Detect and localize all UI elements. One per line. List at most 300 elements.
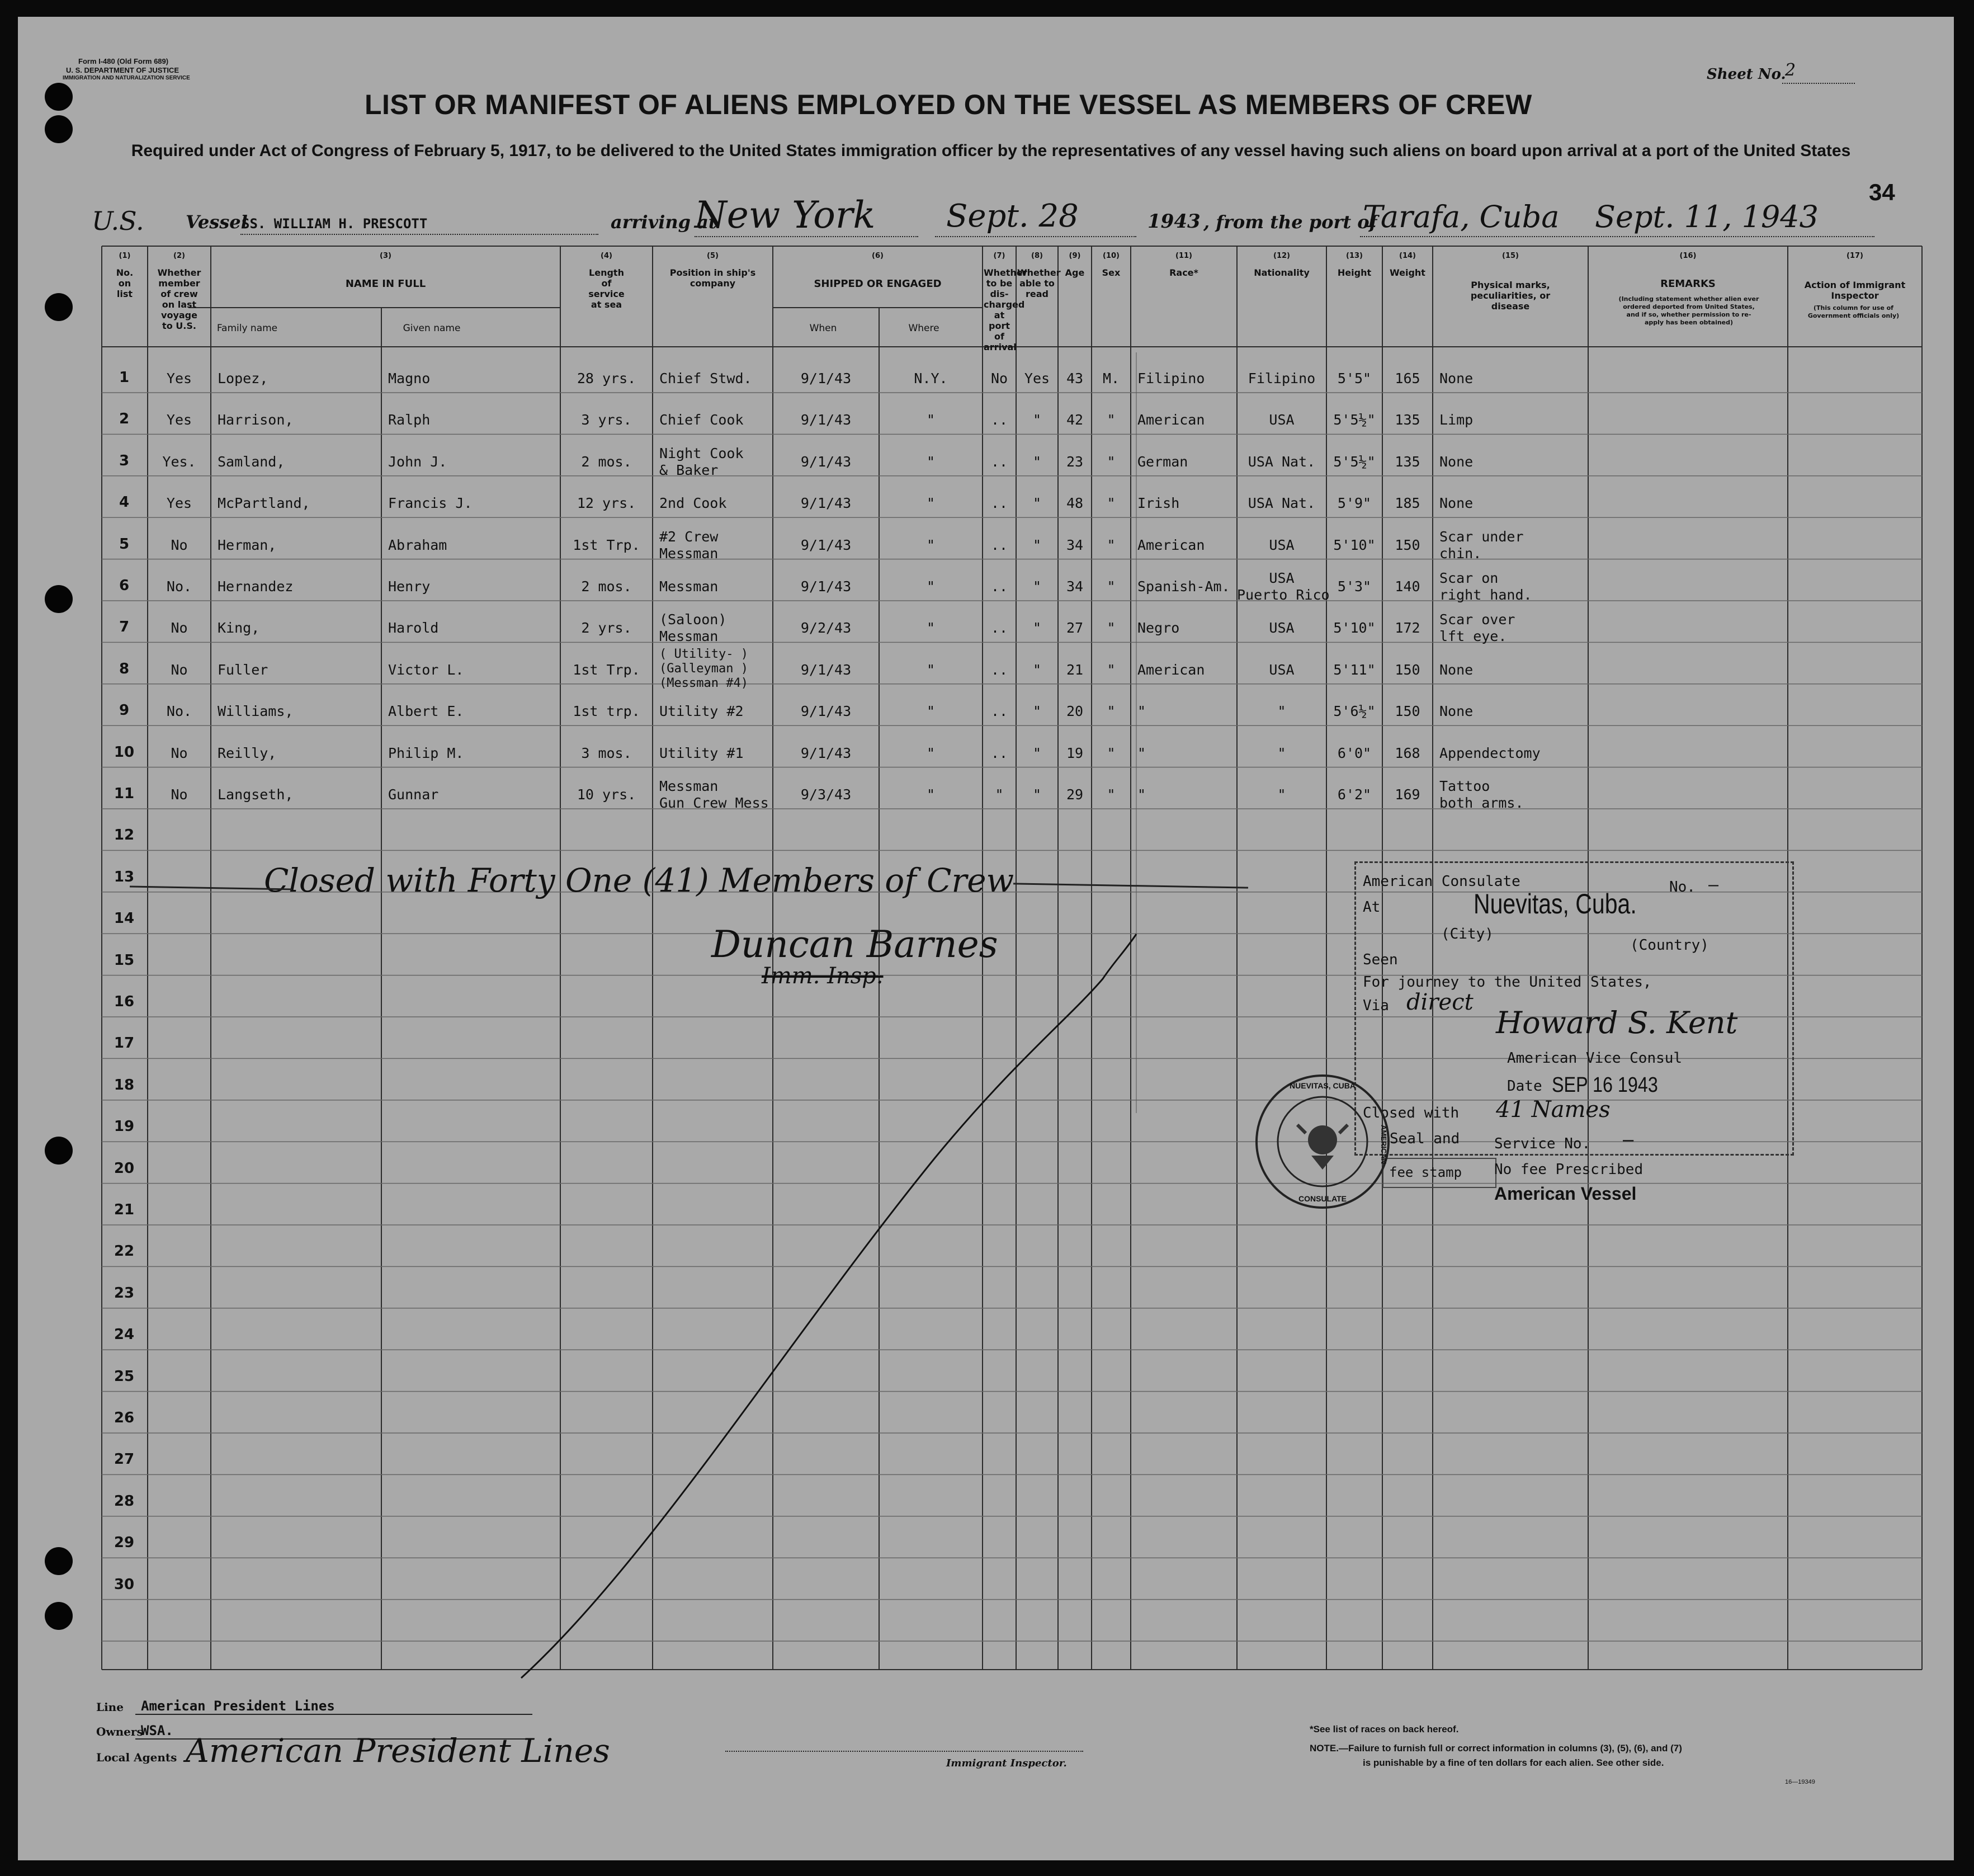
arrival-year: 1943 bbox=[1147, 210, 1201, 233]
cell-when: 9/1/43 bbox=[800, 412, 852, 428]
inspector-title: Imm. Insp. bbox=[762, 963, 884, 989]
cell-read: " bbox=[1032, 786, 1042, 803]
inspector-signature-line bbox=[725, 1751, 1083, 1752]
cell-given: Gunnar bbox=[388, 786, 439, 803]
cell-family: Harrison, bbox=[218, 412, 294, 428]
row-number: 25 bbox=[114, 1368, 135, 1385]
cell-sex: " bbox=[1107, 786, 1116, 803]
row-number: 7 bbox=[119, 619, 130, 636]
column-header: Weight bbox=[1390, 267, 1425, 278]
cell-service: 2 mos. bbox=[581, 578, 632, 595]
cell-when: 9/1/43 bbox=[800, 370, 852, 386]
sheet-number-line bbox=[1782, 83, 1855, 84]
column-number: (10) bbox=[1103, 252, 1120, 260]
document-subtitle: Required under Act of Congress of February 5, 1917, to be delivered to the United States immigration officer by the representatives of any vessel having such aliens on board upon arrival at a port of the United States bbox=[131, 142, 1851, 160]
cell-weight: 135 bbox=[1395, 412, 1420, 428]
cell-prev: No bbox=[171, 744, 188, 761]
cell-weight: 185 bbox=[1395, 495, 1420, 512]
column-number: (6) bbox=[872, 252, 884, 260]
cell-service: 1st Trp. bbox=[573, 536, 640, 553]
row-number: 22 bbox=[114, 1243, 135, 1260]
cell-weight: 150 bbox=[1395, 661, 1420, 678]
consular-seal bbox=[1253, 1072, 1392, 1212]
cell-read: Yes bbox=[1024, 370, 1050, 386]
stamp-via-value: direct bbox=[1406, 989, 1474, 1015]
footer-agents-value: American President Lines bbox=[186, 1732, 610, 1770]
department: U. S. DEPARTMENT OF JUSTICE bbox=[66, 66, 179, 74]
footer-note-3: is punishable by a fine of ten dollars for each alien. See other side. bbox=[1363, 1757, 1664, 1768]
cell-where: N.Y. bbox=[914, 370, 948, 386]
column-number: (8) bbox=[1031, 252, 1043, 260]
cell-sex: " bbox=[1107, 453, 1116, 470]
stamp-consulate-label: American Consulate bbox=[1363, 873, 1520, 890]
stamp-no-label: No. bbox=[1669, 879, 1696, 895]
cell-height: 5'6½" bbox=[1333, 703, 1376, 720]
from-label: , from the port of bbox=[1203, 211, 1377, 233]
closing-note: Closed with Forty One (41) Members of Crew bbox=[264, 861, 1014, 899]
vessel-name-line bbox=[240, 234, 598, 235]
cell-age: 42 bbox=[1066, 412, 1084, 428]
cell-service: 3 mos. bbox=[581, 744, 632, 761]
cell-discharged: .. bbox=[990, 620, 1008, 637]
row-number: 8 bbox=[119, 660, 130, 677]
cell-service: 3 yrs. bbox=[581, 412, 632, 428]
stamp-fee-label: fee stamp bbox=[1389, 1165, 1462, 1180]
cell-read: " bbox=[1032, 495, 1042, 512]
cell-prev: Yes. bbox=[162, 453, 196, 470]
cell-sex: " bbox=[1107, 744, 1116, 761]
cell-race: American bbox=[1137, 536, 1205, 553]
cell-weight: 135 bbox=[1395, 453, 1420, 470]
stamp-location: Nuevitas, Cuba. bbox=[1474, 888, 1637, 920]
column-header: Whether able to read bbox=[1017, 267, 1061, 299]
column-number: (4) bbox=[601, 252, 612, 260]
row-number: 17 bbox=[114, 1035, 135, 1052]
cell-weight: 150 bbox=[1395, 703, 1420, 720]
cell-read: " bbox=[1032, 703, 1042, 720]
arrival-date: Sept. 28 bbox=[946, 198, 1079, 234]
column-header: Physical marks, peculiarities, or disease bbox=[1470, 280, 1551, 312]
cell-family: Herman, bbox=[218, 536, 277, 553]
cell-when: 9/1/43 bbox=[800, 536, 852, 553]
cell-age: 23 bbox=[1066, 453, 1084, 470]
cell-where: " bbox=[926, 703, 936, 720]
column-header: Length of service at sea bbox=[588, 267, 625, 310]
row-number: 5 bbox=[119, 535, 130, 553]
stamp-closed-value: 41 Names bbox=[1496, 1097, 1611, 1123]
column-header: Race* bbox=[1169, 267, 1198, 278]
cell-height: 6'0" bbox=[1337, 744, 1372, 761]
stamp-country-label: (Country) bbox=[1630, 937, 1709, 954]
row-number: 28 bbox=[114, 1492, 135, 1510]
footer-inspector-label: Immigrant Inspector. bbox=[946, 1757, 1067, 1769]
from-port-line bbox=[1360, 236, 1874, 237]
stamp-via-label: Via bbox=[1363, 997, 1389, 1014]
cell-where: " bbox=[926, 620, 936, 637]
departure-date: Sept. 11, 1943 bbox=[1595, 199, 1819, 234]
cell-sex: " bbox=[1107, 620, 1116, 637]
cell-read: " bbox=[1032, 744, 1042, 761]
cell-marks: Scar on right hand. bbox=[1439, 570, 1532, 603]
cell-given: Henry bbox=[388, 578, 431, 595]
cell-position: #2 Crew Messman bbox=[659, 528, 719, 562]
cell-when: 9/1/43 bbox=[800, 744, 852, 761]
column-header: REMARKS bbox=[1660, 278, 1716, 290]
cell-nationality: " bbox=[1277, 786, 1286, 803]
cell-age: 19 bbox=[1066, 744, 1084, 761]
cell-prev: Yes bbox=[166, 370, 192, 386]
cell-marks: None bbox=[1439, 661, 1474, 678]
cell-family: Samland, bbox=[218, 453, 285, 470]
cell-age: 27 bbox=[1066, 620, 1084, 637]
stamp-fee-note: No fee Prescribed bbox=[1494, 1161, 1644, 1178]
cell-discharged: .. bbox=[990, 703, 1008, 720]
cell-service: 28 yrs. bbox=[577, 370, 636, 386]
cell-service: 2 mos. bbox=[581, 453, 632, 470]
cell-discharged: .. bbox=[990, 744, 1008, 761]
action-note: (This column for use of Government officials only) bbox=[1807, 304, 1900, 319]
column-number: (15) bbox=[1502, 252, 1519, 260]
cell-position: Utility #1 bbox=[659, 744, 744, 761]
from-port: Tarafa, Cuba bbox=[1363, 199, 1560, 234]
cell-when: 9/1/43 bbox=[800, 578, 852, 595]
footer-line-label: Line bbox=[96, 1700, 124, 1714]
row-number: 23 bbox=[114, 1284, 135, 1302]
cell-family: Reilly, bbox=[218, 744, 277, 761]
cell-age: 43 bbox=[1066, 370, 1084, 386]
cell-sex: M. bbox=[1102, 370, 1120, 386]
row-number: 4 bbox=[119, 494, 130, 511]
stamp-date-value: SEP 16 1943 bbox=[1552, 1073, 1658, 1097]
cell-marks: Limp bbox=[1439, 412, 1474, 428]
cell-service: 1st Trp. bbox=[573, 661, 640, 678]
cell-race: Spanish-Am. bbox=[1137, 578, 1230, 595]
column-header: Whether member of crew on last voyage to U.S. bbox=[157, 267, 201, 331]
cell-sex: " bbox=[1107, 661, 1116, 678]
cell-position: Chief Cook bbox=[659, 412, 744, 428]
column-number: (13) bbox=[1346, 252, 1363, 260]
cell-prev: Yes bbox=[166, 495, 192, 512]
cell-sex: " bbox=[1107, 495, 1116, 512]
row-number: 9 bbox=[119, 702, 130, 719]
cell-discharged: .. bbox=[990, 495, 1008, 512]
cell-where: " bbox=[926, 661, 936, 678]
row-number: 16 bbox=[114, 993, 135, 1010]
cell-height: 5'9" bbox=[1337, 495, 1372, 512]
cell-prev: No bbox=[171, 661, 188, 678]
cell-height: 5'10" bbox=[1333, 536, 1376, 553]
cell-nationality: USA bbox=[1269, 620, 1295, 637]
vessel-name: SS. WILLIAM H. PRESCOTT bbox=[242, 216, 428, 232]
cell-nationality: USA bbox=[1269, 412, 1295, 428]
column-header: Whether to be dis- charged at port of arrival bbox=[984, 267, 1027, 352]
cell-given: Harold bbox=[388, 620, 439, 637]
arriving-port-line bbox=[695, 236, 918, 237]
document-title: LIST OR MANIFEST OF ALIENS EMPLOYED ON THE VESSEL AS MEMBERS OF CREW bbox=[365, 89, 1532, 120]
row-number: 1 bbox=[119, 369, 130, 386]
cell-height: 6'2" bbox=[1337, 786, 1372, 803]
row-number: 14 bbox=[114, 910, 135, 927]
cell-where: " bbox=[926, 786, 936, 803]
manifest-sheet bbox=[18, 17, 1954, 1860]
cell-race: Filipino bbox=[1137, 370, 1205, 386]
cell-given: Victor L. bbox=[388, 661, 464, 678]
cell-height: 5'5" bbox=[1337, 370, 1372, 386]
vessel-prefix: U.S. bbox=[92, 206, 144, 236]
column-number: (5) bbox=[707, 252, 719, 260]
footer-print-code: 16—19349 bbox=[1785, 1779, 1815, 1785]
cell-family: Lopez, bbox=[218, 370, 268, 386]
cell-given: Magno bbox=[388, 370, 431, 386]
footer-line-underline bbox=[135, 1714, 532, 1715]
cell-nationality: " bbox=[1277, 703, 1286, 720]
cell-prev: No bbox=[171, 786, 188, 803]
cell-age: 21 bbox=[1066, 661, 1084, 678]
cell-when: 9/1/43 bbox=[800, 661, 852, 678]
cell-service: 12 yrs. bbox=[577, 495, 636, 512]
cell-weight: 150 bbox=[1395, 536, 1420, 553]
cell-age: 34 bbox=[1066, 578, 1084, 595]
cell-discharged: .. bbox=[990, 661, 1008, 678]
row-number: 13 bbox=[114, 868, 135, 885]
cell-prev: Yes bbox=[166, 412, 192, 428]
cell-nationality: USA Nat. bbox=[1248, 453, 1316, 470]
cell-read: " bbox=[1032, 453, 1042, 470]
column-header: Age bbox=[1065, 267, 1085, 278]
row-number: 10 bbox=[114, 743, 135, 761]
cell-given: Philip M. bbox=[388, 744, 464, 761]
row-number: 19 bbox=[114, 1118, 135, 1135]
cell-sex: " bbox=[1107, 536, 1116, 553]
row-number: 12 bbox=[114, 827, 135, 844]
cell-given: John J. bbox=[388, 453, 447, 470]
cell-height: 5'3" bbox=[1337, 578, 1372, 595]
cell-marks: None bbox=[1439, 703, 1474, 720]
consul-signature: Howard S. Kent bbox=[1496, 1005, 1738, 1040]
cell-position: Utility #2 bbox=[659, 703, 744, 720]
cell-position: Messman bbox=[659, 578, 719, 595]
stamp-seen-label: Seen bbox=[1363, 951, 1398, 968]
column-header: No. on list bbox=[116, 267, 134, 299]
row-number: 20 bbox=[114, 1159, 135, 1177]
cell-marks: Tattoo both arms. bbox=[1439, 778, 1524, 811]
seal-bottom-text: CONSULATE bbox=[1298, 1194, 1347, 1203]
cell-weight: 168 bbox=[1395, 744, 1420, 761]
cell-marks: None bbox=[1439, 453, 1474, 470]
cell-race: " bbox=[1137, 786, 1146, 803]
cell-weight: 165 bbox=[1395, 370, 1420, 386]
cell-given: Abraham bbox=[388, 536, 447, 553]
cell-where: " bbox=[926, 578, 936, 595]
row-number: 30 bbox=[114, 1576, 135, 1593]
cell-marks: None bbox=[1439, 370, 1474, 386]
cell-discharged: " bbox=[995, 786, 1004, 803]
cell-sex: " bbox=[1107, 578, 1116, 595]
cell-service: 1st trp. bbox=[573, 703, 640, 720]
sheet-label: Sheet No. bbox=[1707, 66, 1786, 83]
cell-given: Francis J. bbox=[388, 495, 473, 512]
subheader-family: Family name bbox=[216, 323, 278, 334]
cell-discharged: .. bbox=[990, 412, 1008, 428]
cell-family: Hernandez bbox=[218, 578, 294, 595]
subheader-where: Where bbox=[908, 323, 939, 334]
cell-nationality: USA bbox=[1269, 536, 1295, 553]
row-number: 27 bbox=[114, 1451, 135, 1468]
cell-race: American bbox=[1137, 661, 1205, 678]
cell-prev: No. bbox=[166, 703, 192, 720]
cell-marks: Scar under chin. bbox=[1439, 528, 1524, 562]
cell-height: 5'5½" bbox=[1333, 412, 1376, 428]
cell-where: " bbox=[926, 412, 936, 428]
cell-when: 9/2/43 bbox=[800, 620, 852, 637]
cell-read: " bbox=[1032, 578, 1042, 595]
cell-age: 48 bbox=[1066, 495, 1084, 512]
service: IMMIGRATION AND NATURALIZATION SERVICE bbox=[63, 75, 190, 81]
cell-race: " bbox=[1137, 744, 1146, 761]
column-number: (12) bbox=[1273, 252, 1290, 260]
cell-read: " bbox=[1032, 412, 1042, 428]
stamp-consul-label: American Vice Consul bbox=[1507, 1050, 1683, 1067]
cell-position: (Saloon) Messman bbox=[659, 611, 727, 645]
cell-position: Chief Stwd. bbox=[659, 370, 752, 386]
column-header: Action of Immigrant Inspector bbox=[1804, 280, 1906, 301]
cell-marks: Scar over lft eye. bbox=[1439, 611, 1515, 645]
cell-nationality: Filipino bbox=[1248, 370, 1316, 386]
column-header: NAME IN FULL bbox=[345, 278, 426, 290]
stamp-city-label: (City) bbox=[1441, 926, 1494, 942]
cell-weight: 169 bbox=[1395, 786, 1420, 803]
cell-given: Ralph bbox=[388, 412, 431, 428]
cell-race: " bbox=[1137, 703, 1146, 720]
column-number: (11) bbox=[1175, 252, 1192, 260]
cell-family: Langseth, bbox=[218, 786, 294, 803]
remarks-note: (Including statement whether alien ever ordered deported from United States, and if so, whether permission to re- apply has been obtained) bbox=[1618, 295, 1759, 326]
cell-race: Irish bbox=[1137, 495, 1180, 512]
cell-nationality: USA Nat. bbox=[1248, 495, 1316, 512]
cell-when: 9/1/43 bbox=[800, 703, 852, 720]
cell-family: King, bbox=[218, 620, 260, 637]
footer-owners-label: Owners bbox=[96, 1725, 143, 1738]
row-number: 3 bbox=[119, 452, 130, 469]
cell-nationality: USA Puerto Rico bbox=[1237, 570, 1330, 603]
row-number: 2 bbox=[119, 411, 130, 428]
cell-weight: 140 bbox=[1395, 578, 1420, 595]
subheader-when: When bbox=[809, 323, 837, 334]
vessel-label: Vessel bbox=[186, 211, 248, 233]
stamp-seal-label: Seal and bbox=[1390, 1130, 1460, 1147]
cell-sex: " bbox=[1107, 703, 1116, 720]
column-number: (16) bbox=[1679, 252, 1697, 260]
cell-weight: 172 bbox=[1395, 620, 1420, 637]
seal-top-text: NUEVITAS, CUBA bbox=[1290, 1081, 1356, 1090]
cell-age: 20 bbox=[1066, 703, 1084, 720]
cell-age: 29 bbox=[1066, 786, 1084, 803]
row-number: 24 bbox=[114, 1326, 135, 1344]
cell-race: American bbox=[1137, 412, 1205, 428]
cell-when: 9/1/43 bbox=[800, 453, 852, 470]
column-number: (9) bbox=[1069, 252, 1081, 260]
cell-where: " bbox=[926, 495, 936, 512]
cell-service: 10 yrs. bbox=[577, 786, 636, 803]
fee-stamp-box bbox=[1382, 1158, 1496, 1188]
stamp-no-value: — bbox=[1708, 875, 1719, 895]
column-header: Height bbox=[1337, 267, 1372, 278]
footer-line-value: American President Lines bbox=[141, 1698, 335, 1714]
column-number: (1) bbox=[119, 252, 131, 260]
cell-position: Night Cook & Baker bbox=[659, 445, 744, 478]
cell-discharged: .. bbox=[990, 453, 1008, 470]
seal-right-text: AMERICAN bbox=[1380, 1124, 1388, 1165]
row-number: 11 bbox=[114, 785, 135, 802]
cell-marks: None bbox=[1439, 495, 1474, 512]
cell-race: Negro bbox=[1137, 620, 1180, 637]
cell-when: 9/1/43 bbox=[800, 495, 852, 512]
cell-prev: No bbox=[171, 536, 188, 553]
stamp-date-label: Date bbox=[1507, 1078, 1542, 1095]
cell-age: 34 bbox=[1066, 536, 1084, 553]
subheader-given: Given name bbox=[403, 323, 461, 334]
row-number: 21 bbox=[114, 1201, 135, 1218]
cell-prev: No. bbox=[166, 578, 192, 595]
cell-family: Fuller bbox=[218, 661, 268, 678]
footer-owners-value: WSA. bbox=[141, 1723, 173, 1738]
arriving-label: arriving at bbox=[611, 211, 717, 233]
inspector-signature: Duncan Barnes bbox=[711, 923, 998, 966]
stamp-closed-label: Closed with bbox=[1363, 1105, 1460, 1121]
sheet-number: 2 bbox=[1785, 60, 1796, 80]
cell-position: 2nd Cook bbox=[659, 495, 727, 512]
cell-service: 2 yrs. bbox=[581, 620, 632, 637]
cell-read: " bbox=[1032, 620, 1042, 637]
column-number: (17) bbox=[1847, 252, 1863, 260]
cell-position: ( Utility- ) (Galleyman ) (Messman #4) bbox=[659, 647, 748, 690]
arriving-port: New York bbox=[695, 194, 876, 237]
cell-discharged: .. bbox=[990, 578, 1008, 595]
stamp-journey-label: For journey to the United States, bbox=[1363, 974, 1652, 991]
column-header: SHIPPED OR ENGAGED bbox=[814, 278, 942, 290]
cell-where: " bbox=[926, 453, 936, 470]
form-id: Form I-480 (Old Form 689) bbox=[78, 57, 169, 65]
cell-nationality: USA bbox=[1269, 661, 1295, 678]
row-number: 15 bbox=[114, 951, 135, 969]
cell-prev: No bbox=[171, 620, 188, 637]
row-number: 29 bbox=[114, 1534, 135, 1552]
column-number: (2) bbox=[173, 252, 185, 260]
column-number: (14) bbox=[1399, 252, 1416, 260]
stamp-vessel-note: American Vessel bbox=[1494, 1184, 1637, 1204]
cell-marks: Appendectomy bbox=[1439, 744, 1541, 761]
row-number: 6 bbox=[119, 577, 130, 594]
column-number: (3) bbox=[380, 252, 391, 260]
row-number: 18 bbox=[114, 1076, 135, 1093]
footer-agents-label: Local Agents bbox=[96, 1751, 177, 1764]
stamp-service-label: Service No. bbox=[1494, 1135, 1591, 1152]
cell-sex: " bbox=[1107, 412, 1116, 428]
cell-read: " bbox=[1032, 661, 1042, 678]
cell-discharged: .. bbox=[990, 536, 1008, 553]
column-number: (7) bbox=[993, 252, 1005, 260]
cell-height: 5'10" bbox=[1333, 620, 1376, 637]
cancel-stroke bbox=[510, 917, 1209, 1700]
cell-given: Albert E. bbox=[388, 703, 464, 720]
cell-when: 9/3/43 bbox=[800, 786, 852, 803]
cell-family: McPartland, bbox=[218, 495, 310, 512]
cell-height: 5'11" bbox=[1333, 661, 1376, 678]
cell-where: " bbox=[926, 744, 936, 761]
cell-race: German bbox=[1137, 453, 1188, 470]
stamp-at-label: At bbox=[1363, 899, 1381, 916]
cell-position: Messman Gun Crew Mess bbox=[659, 778, 769, 811]
